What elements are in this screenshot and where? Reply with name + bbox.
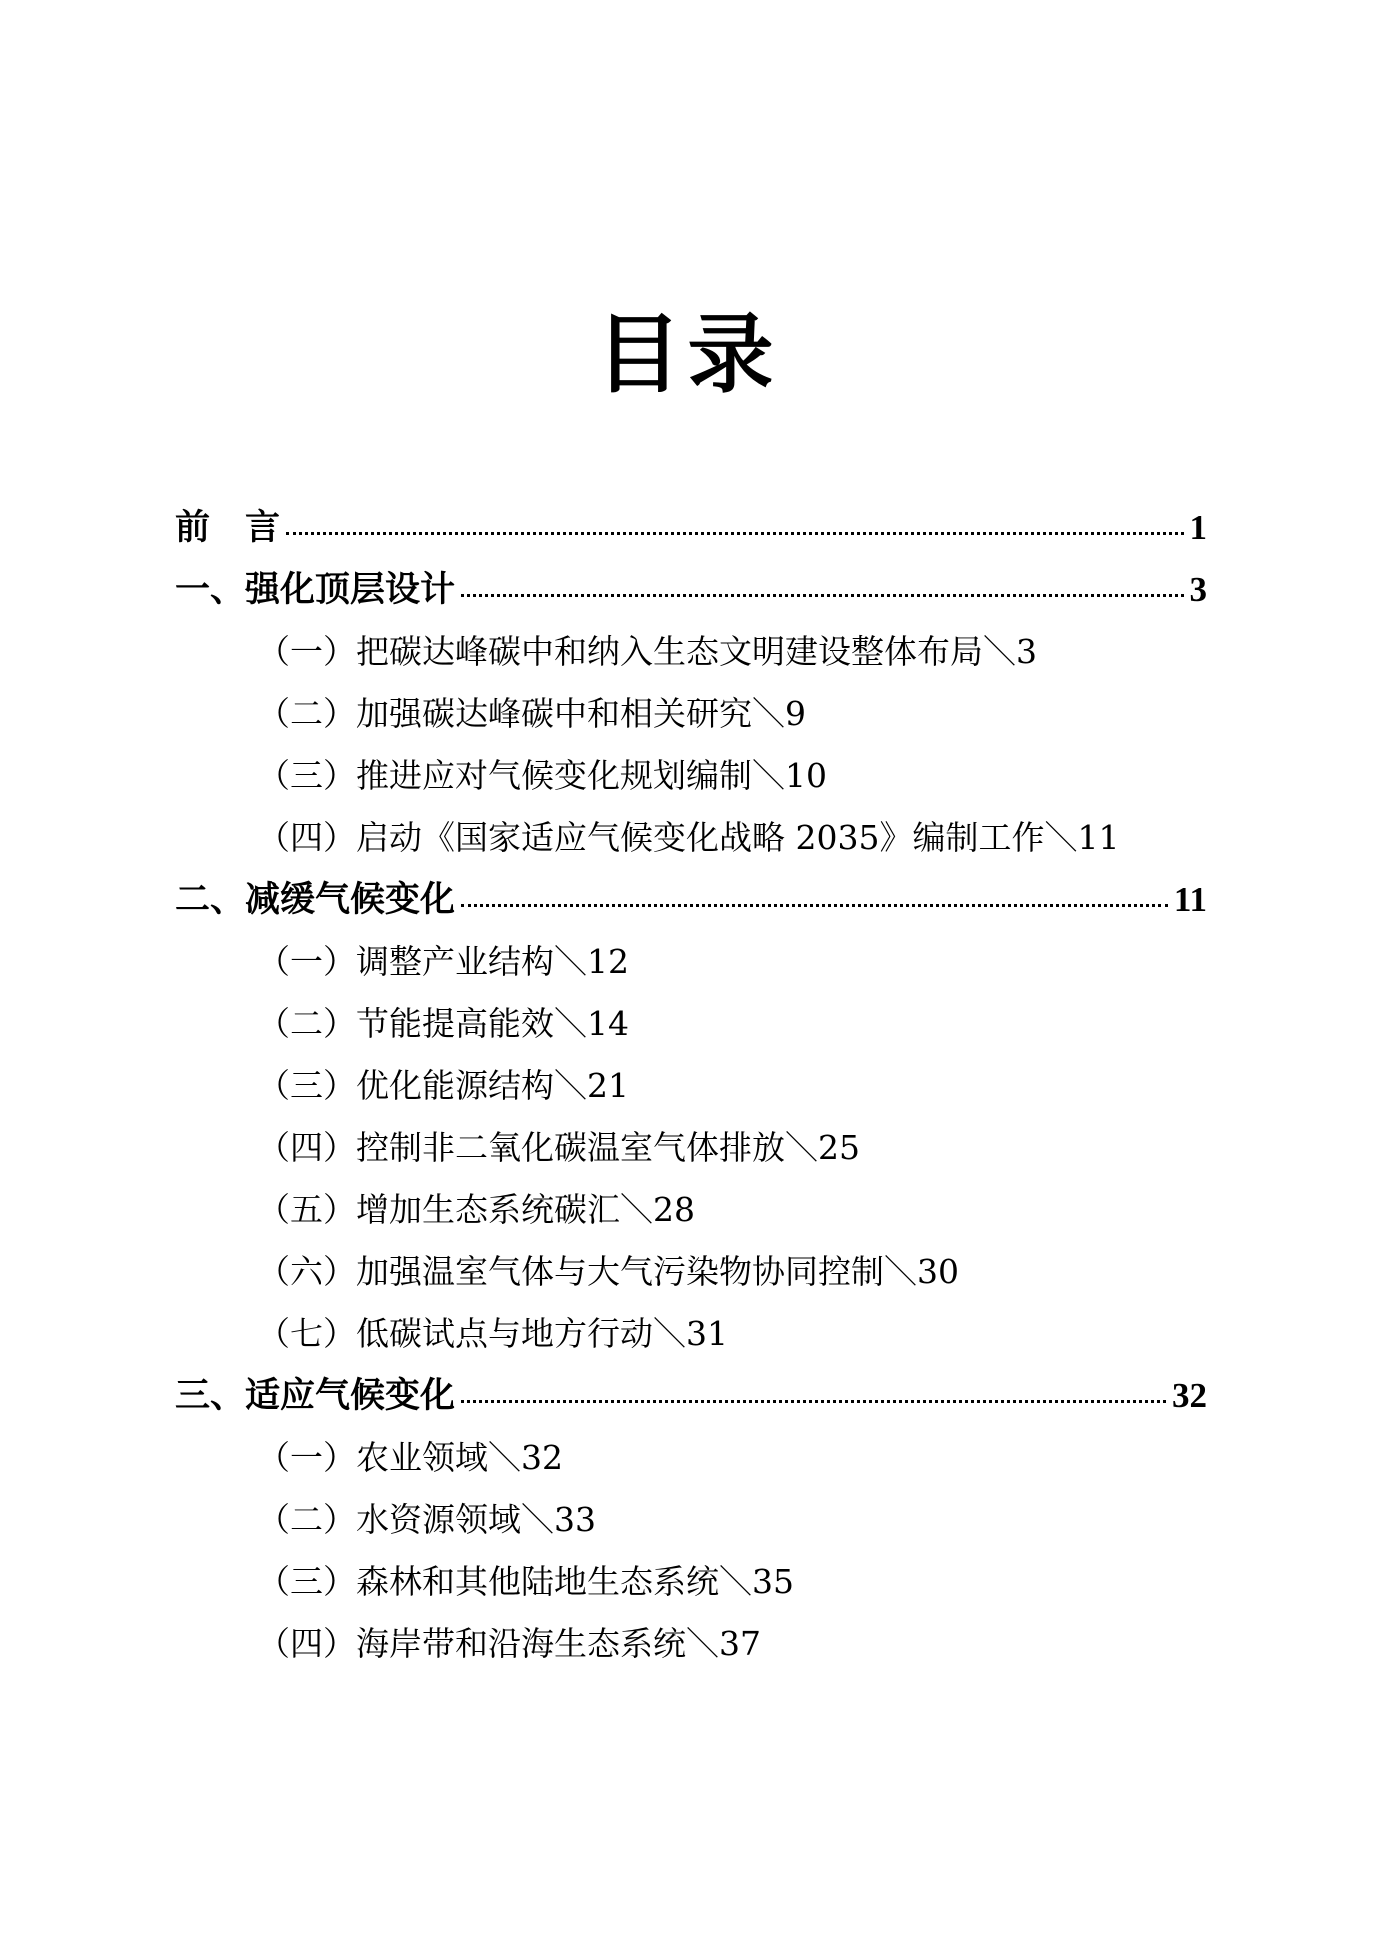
toc-item[interactable]: （三）推进应对气候变化规划编制＼10 [257, 756, 827, 795]
toc-item[interactable]: （七）低碳试点与地方行动＼31 [257, 1314, 728, 1353]
toc-item[interactable]: （四）海岸带和沿海生态系统＼37 [257, 1624, 761, 1663]
toc-section-title: 一、强化顶层设计 [175, 569, 456, 610]
toc-section-3[interactable] [175, 1365, 1207, 1427]
toc-section-title: 二、减缓气候变化 [175, 879, 456, 920]
toc-item[interactable]: （五）增加生态系统碳汇＼28 [257, 1190, 695, 1229]
table-of-contents [175, 497, 1207, 1675]
page-title: 目录 [595, 305, 780, 405]
dot-leader [461, 904, 1168, 907]
toc-item[interactable]: （二）加强碳达峰碳中和相关研究＼9 [257, 694, 806, 733]
toc-item[interactable]: （四）启动《国家适应气候变化战略 2035》编制工作＼11 [257, 818, 1120, 857]
toc-item[interactable]: （一）农业领域＼32 [257, 1438, 563, 1477]
dot-leader [461, 594, 1183, 597]
toc-item[interactable]: （三）森林和其他陆地生态系统＼35 [257, 1562, 794, 1601]
dot-leader [286, 532, 1183, 535]
toc-item[interactable]: （一）调整产业结构＼12 [257, 942, 629, 981]
dot-leader [461, 1400, 1166, 1403]
toc-item[interactable]: （六）加强温室气体与大气污染物协同控制＼30 [257, 1252, 959, 1291]
toc-section-title: 三、适应气候变化 [175, 1375, 456, 1416]
toc-item[interactable]: （一）把碳达峰碳中和纳入生态文明建设整体布局＼3 [257, 632, 1037, 671]
toc-item[interactable]: （四）控制非二氧化碳温室气体排放＼25 [257, 1128, 860, 1167]
toc-item[interactable]: （二）水资源领域＼33 [257, 1500, 596, 1539]
toc-page-number: 1 [1189, 508, 1207, 547]
toc-item[interactable]: （二）节能提高能效＼14 [257, 1004, 629, 1043]
toc-section-preface[interactable] [175, 497, 1207, 559]
toc-section-2[interactable] [175, 869, 1207, 931]
toc-page-number: 11 [1173, 880, 1207, 919]
toc-item[interactable]: （三）优化能源结构＼21 [257, 1066, 629, 1105]
toc-section-1[interactable] [175, 559, 1207, 621]
toc-section-title: 前 言 [175, 507, 281, 548]
toc-page-number: 32 [1172, 1376, 1207, 1415]
toc-page-number: 3 [1189, 570, 1207, 609]
